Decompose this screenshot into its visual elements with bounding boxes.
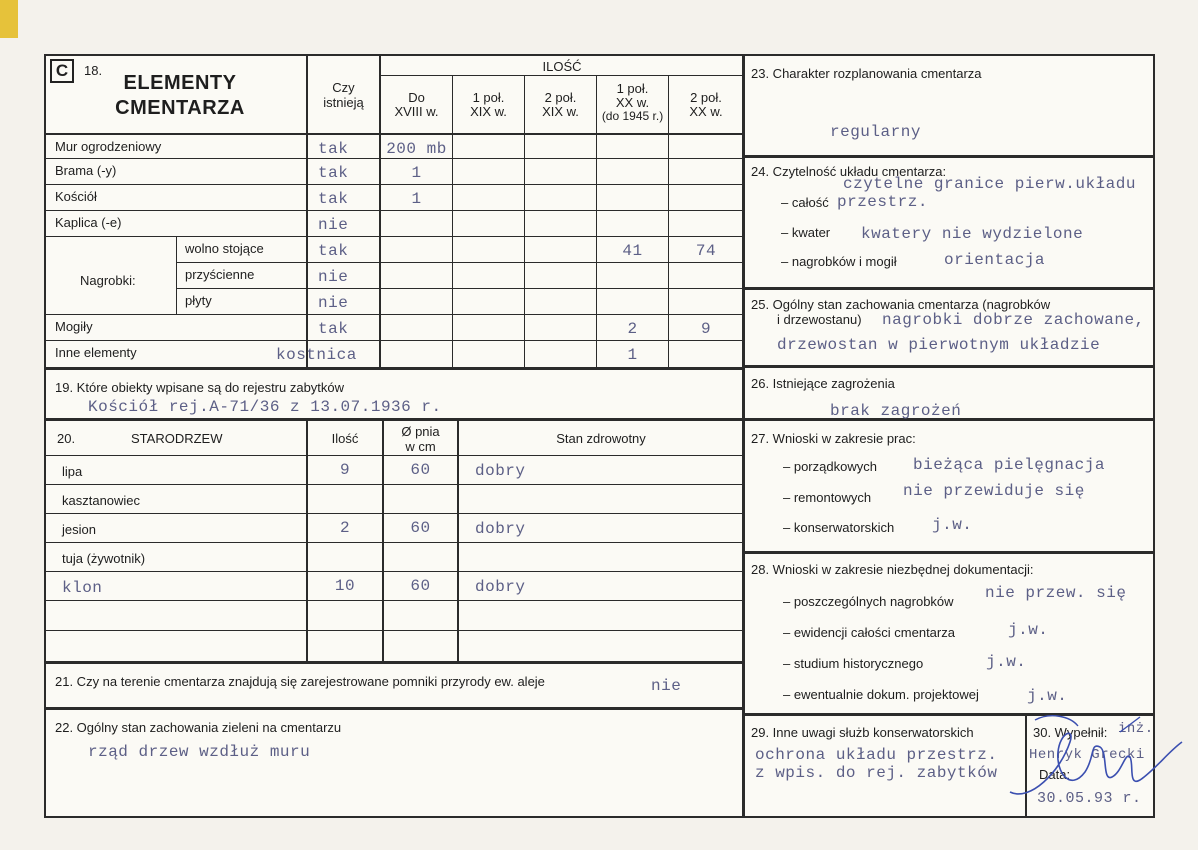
s18-row-label: przyścienne bbox=[185, 267, 255, 282]
s18-row-value: 1 bbox=[627, 346, 638, 364]
period-header-0-l1: Do bbox=[408, 90, 425, 105]
s18-row-label: Mogiły bbox=[55, 319, 93, 334]
s24-label-nagrobkow: – nagrobków i mogił bbox=[781, 254, 897, 269]
s20-title: STARODRZEW bbox=[131, 431, 223, 446]
period-header-1-l1: 1 poł. bbox=[472, 90, 505, 105]
s26-question: 26. Istniejące zagrożenia bbox=[751, 376, 895, 391]
czy-header-l1: Czy bbox=[332, 80, 355, 95]
s24-answer-calosc: przestrz. bbox=[837, 193, 928, 211]
s18-row-label: Mur ogrodzeniowy bbox=[55, 139, 162, 154]
s18-row-value: 74 bbox=[695, 242, 717, 260]
s18-row-value: 9 bbox=[700, 320, 712, 338]
s29-question: 29. Inne uwagi służb konserwatorskich bbox=[751, 725, 974, 740]
s25-question-l2: i drzewostanu) bbox=[777, 312, 862, 327]
s18-row-value: 41 bbox=[622, 242, 643, 260]
s20-cell-stan: dobry bbox=[475, 520, 526, 538]
s20-number: 20. bbox=[57, 431, 76, 446]
s24-answer-nagrobkow: orientacja bbox=[944, 251, 1046, 269]
s20-col-ilosc: Ilość bbox=[331, 431, 359, 446]
period-header-4-l2: XX w. bbox=[689, 104, 723, 119]
s18-row-label: Inne elementy bbox=[55, 345, 137, 360]
s30-title-prefix: inż. bbox=[1118, 721, 1154, 737]
s18-row-label: płyty bbox=[185, 293, 212, 308]
s18-row-czy: kostnica bbox=[276, 346, 357, 364]
s27-label-remontowych: – remontowych bbox=[783, 490, 872, 505]
s21-answer: nie bbox=[651, 677, 682, 695]
section-letter-box: C bbox=[50, 59, 74, 83]
s22-answer: rząd drzew wzdłuż muru bbox=[88, 743, 311, 761]
s28-label-ewidencji: – ewidencji całości cmentarza bbox=[783, 625, 955, 640]
period-header-0-l2: XVIII w. bbox=[394, 104, 439, 119]
s20-col-pnia-l2: w cm bbox=[405, 439, 436, 454]
s18-row-value: 1 bbox=[411, 190, 422, 208]
s27-label-porzadkowych: – porządkowych bbox=[783, 459, 877, 474]
s20-cell-ilosc: 2 bbox=[339, 519, 351, 537]
s22-question: 22. Ogólny stan zachowania zieleni na cmentarzu bbox=[55, 720, 342, 735]
s18-row-czy: nie bbox=[318, 294, 349, 312]
s18-row-czy: tak bbox=[318, 140, 349, 158]
s20-cell-stan: dobry bbox=[475, 462, 526, 480]
s20-cell-name: jesion bbox=[62, 522, 96, 537]
s20-cell-pnia: 60 bbox=[410, 577, 431, 595]
s20-cell-stan: dobry bbox=[475, 578, 526, 596]
period-header-2-l2: XIX w. bbox=[542, 104, 579, 119]
s18-row-label: Brama (-y) bbox=[55, 163, 117, 178]
s24-answer-kwater: kwatery nie wydzielone bbox=[861, 225, 1084, 243]
s18-row-value: 1 bbox=[411, 164, 422, 182]
s18-row-czy: nie bbox=[318, 268, 349, 286]
period-header-2-l1: 2 poł. bbox=[544, 90, 577, 105]
s18-title-line2: CMENTARZA bbox=[115, 97, 245, 119]
s28-question: 28. Wnioski w zakresie niezbędnej dokumentacji: bbox=[751, 562, 1034, 577]
s19-answer: Kościół rej.A-71/36 z 13.07.1936 r. bbox=[88, 398, 442, 416]
ilosc-header: ILOŚĆ bbox=[542, 59, 582, 74]
s28-answer-nagrobkow: nie przew. się bbox=[985, 584, 1127, 602]
s18-row-czy: tak bbox=[318, 242, 349, 260]
s21-question: 21. Czy na terenie cmentarza znajdują się zarejestrowane pomniki przyrody ew. aleje bbox=[55, 674, 545, 689]
s30-label-wypelnil: 30. Wypełnił: bbox=[1033, 725, 1108, 740]
s18-title-line1: ELEMENTY bbox=[123, 72, 237, 94]
s18-row-czy: tak bbox=[318, 190, 349, 208]
s23-question: 23. Charakter rozplanowania cmentarza bbox=[751, 66, 982, 81]
s27-answer-remontowych: nie przewiduje się bbox=[903, 482, 1085, 500]
s20-cell-name: tuja (żywotnik) bbox=[62, 551, 146, 566]
s20-cell-name: kasztanowiec bbox=[62, 493, 141, 508]
s25-answer-l2: drzewostan w pierwotnym układzie bbox=[777, 336, 1101, 354]
s20-cell-pnia: 60 bbox=[410, 519, 431, 537]
czy-header-l2: istnieją bbox=[323, 95, 364, 110]
period-header-3-l3: (do 1945 r.) bbox=[601, 109, 664, 123]
s20-cell-ilosc: 9 bbox=[339, 461, 351, 479]
s27-label-konserwatorskich: – konserwatorskich bbox=[783, 520, 895, 535]
s24-label-calosc: – całość bbox=[781, 195, 829, 210]
s27-answer-konserwatorskich: j.w. bbox=[932, 516, 973, 534]
s30-name: Henryk Grecki bbox=[1029, 747, 1145, 763]
s18-row-czy: nie bbox=[318, 216, 349, 234]
s28-label-studium: – studium historycznego bbox=[783, 656, 924, 671]
s24-label-kwater: – kwater bbox=[781, 225, 831, 240]
s29-answer-l1: ochrona układu przestrz. bbox=[755, 746, 998, 764]
handwritten-signature bbox=[990, 712, 1190, 812]
index-tab bbox=[0, 0, 18, 38]
nagrobki-label: Nagrobki: bbox=[80, 273, 136, 288]
s20-col-stan: Stan zdrowotny bbox=[556, 431, 646, 446]
period-header-1-l2: XIX w. bbox=[470, 104, 507, 119]
s18-row-value: 200 mb bbox=[386, 140, 447, 158]
period-header-3-l1: 1 poł. bbox=[616, 81, 649, 96]
s20-cell-ilosc: 10 bbox=[334, 577, 356, 595]
s20-cell-name: lipa bbox=[62, 464, 83, 479]
s18-row-label: wolno stojące bbox=[185, 241, 264, 256]
s18-row-czy: tak bbox=[318, 320, 349, 338]
s18-row-value: 2 bbox=[627, 320, 638, 338]
period-header-4-l1: 2 poł. bbox=[690, 90, 722, 105]
s25-answer-l1: nagrobki dobrze zachowane, bbox=[882, 311, 1145, 329]
s18-row-label: Kaplica (-e) bbox=[55, 215, 122, 230]
s18-number: 18. bbox=[84, 63, 103, 78]
s27-question: 27. Wnioski w zakresie prac: bbox=[751, 431, 916, 446]
period-header-3-l2: XX w. bbox=[615, 95, 650, 110]
s19-question: 19. Które obiekty wpisane są do rejestru zabytków bbox=[55, 380, 345, 395]
s30-label-data: Data: bbox=[1039, 767, 1071, 782]
s30-date: 30.05.93 r. bbox=[1037, 790, 1142, 807]
s20-col-pnia-l1: Ø pnia bbox=[401, 424, 440, 439]
s20-cell-name: klon bbox=[62, 579, 103, 597]
s25-question-l1: 25. Ogólny stan zachowania cmentarza (nagrobków bbox=[751, 297, 1051, 312]
s24-question: 24. Czytelność układu cmentarza: bbox=[751, 164, 947, 179]
s20-cell-pnia: 60 bbox=[410, 461, 431, 479]
s24-answer-top: czytelne granice pierw.układu bbox=[843, 175, 1136, 193]
s18-row-label: Kościół bbox=[55, 189, 97, 204]
s28-label-nagrobkow: – poszczególnych nagrobków bbox=[783, 594, 954, 609]
s18-row-czy: tak bbox=[318, 164, 349, 182]
s27-answer-porzadkowych: bieżąca pielęgnacja bbox=[913, 456, 1105, 474]
s26-answer: brak zagrożeń bbox=[830, 402, 962, 420]
s23-answer: regularny bbox=[830, 123, 921, 141]
s28-answer-ewidencji: j.w. bbox=[1008, 621, 1049, 639]
s28-answer-studium: j.w. bbox=[986, 653, 1027, 671]
s28-answer-projektowej: j.w. bbox=[1027, 687, 1068, 705]
s28-label-projektowej: – ewentualnie dokum. projektowej bbox=[783, 687, 979, 702]
s29-answer-l2: z wpis. do rej. zabytków bbox=[755, 764, 998, 782]
